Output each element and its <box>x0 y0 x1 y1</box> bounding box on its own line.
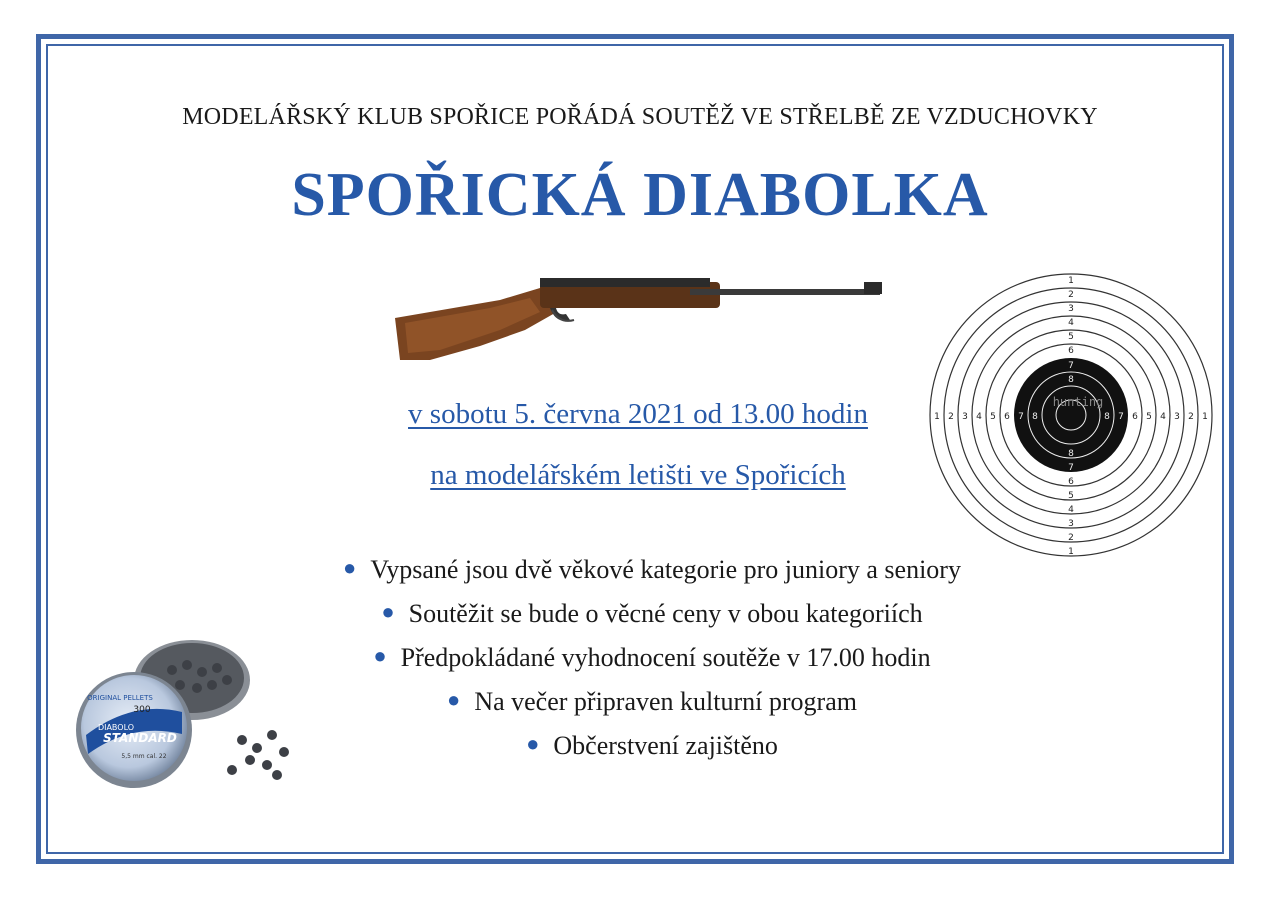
list-item: ● Občerstvení zajištěno <box>526 731 778 760</box>
target-number: 2 <box>1068 533 1074 543</box>
target-number: 1 <box>934 412 940 422</box>
target-number: 1 <box>1068 276 1074 286</box>
target-number: 8 <box>1068 375 1074 385</box>
organizer-header: MODELÁŘSKÝ KLUB SPOŘICE POŘÁDÁ SOUTĚŽ VE STŘELBĚ ZE VZDUCHOVKY <box>182 104 1098 130</box>
tin-product: STANDARD <box>103 731 177 745</box>
tin-caption: ORIGINAL PELLETS <box>87 694 153 702</box>
event-place: na modelářském letišti ve Spořicích <box>430 459 846 491</box>
target-number: 2 <box>1068 290 1074 300</box>
target-number: 3 <box>1068 304 1074 314</box>
tin-brand: DIABOLO <box>97 723 135 732</box>
target-number: 5 <box>1068 332 1074 342</box>
list-item: ● Soutěžit se bude o věcné ceny v obou kategoriích <box>381 599 923 628</box>
target-number: 1 <box>1068 547 1074 557</box>
target-number: 6 <box>1004 412 1010 422</box>
tin-count: 300 <box>133 705 151 715</box>
target-number: 8 <box>1068 449 1074 459</box>
event-date: v sobotu 5. června 2021 od 13.00 hodin <box>408 398 868 430</box>
target-number: 6 <box>1068 477 1074 487</box>
target-number: 7 <box>1018 412 1024 422</box>
target-number: 3 <box>1174 412 1180 422</box>
target-number: 7 <box>1068 463 1074 473</box>
event-title: SPOŘICKÁ DIABOLKA <box>291 161 989 229</box>
target-number: 4 <box>976 412 982 422</box>
target-number: 6 <box>1068 346 1074 356</box>
target-number: 7 <box>1118 412 1124 422</box>
target-number: 6 <box>1132 412 1138 422</box>
target-number: 8 <box>1104 412 1110 422</box>
list-item: ● Na večer připraven kulturní program <box>447 687 857 716</box>
target-number: 8 <box>1032 412 1038 422</box>
target-number: 3 <box>1068 519 1074 529</box>
list-item: ● Předpokládané vyhodnocení soutěže v 17.00 hodin <box>373 643 931 672</box>
target-number: 2 <box>948 412 954 422</box>
target-number: 5 <box>1146 412 1152 422</box>
target-watermark: hunting <box>1052 395 1104 409</box>
target-number: 4 <box>1160 412 1166 422</box>
target-number: 2 <box>1188 412 1194 422</box>
target-number: 1 <box>1202 412 1208 422</box>
list-item: ● Vypsané jsou dvě věkové kategorie pro juniory a seniory <box>343 555 961 584</box>
target-number: 5 <box>990 412 996 422</box>
air-rifle-image <box>390 268 890 368</box>
target-number: 7 <box>1068 361 1074 371</box>
target-number: 5 <box>1068 491 1074 501</box>
target-number: 4 <box>1068 318 1074 328</box>
target-number: 3 <box>962 412 968 422</box>
target-number: 4 <box>1068 505 1074 515</box>
pellet-tin-image <box>72 630 302 800</box>
tin-caliber: 5,5 mm cal. 22 <box>121 753 167 760</box>
